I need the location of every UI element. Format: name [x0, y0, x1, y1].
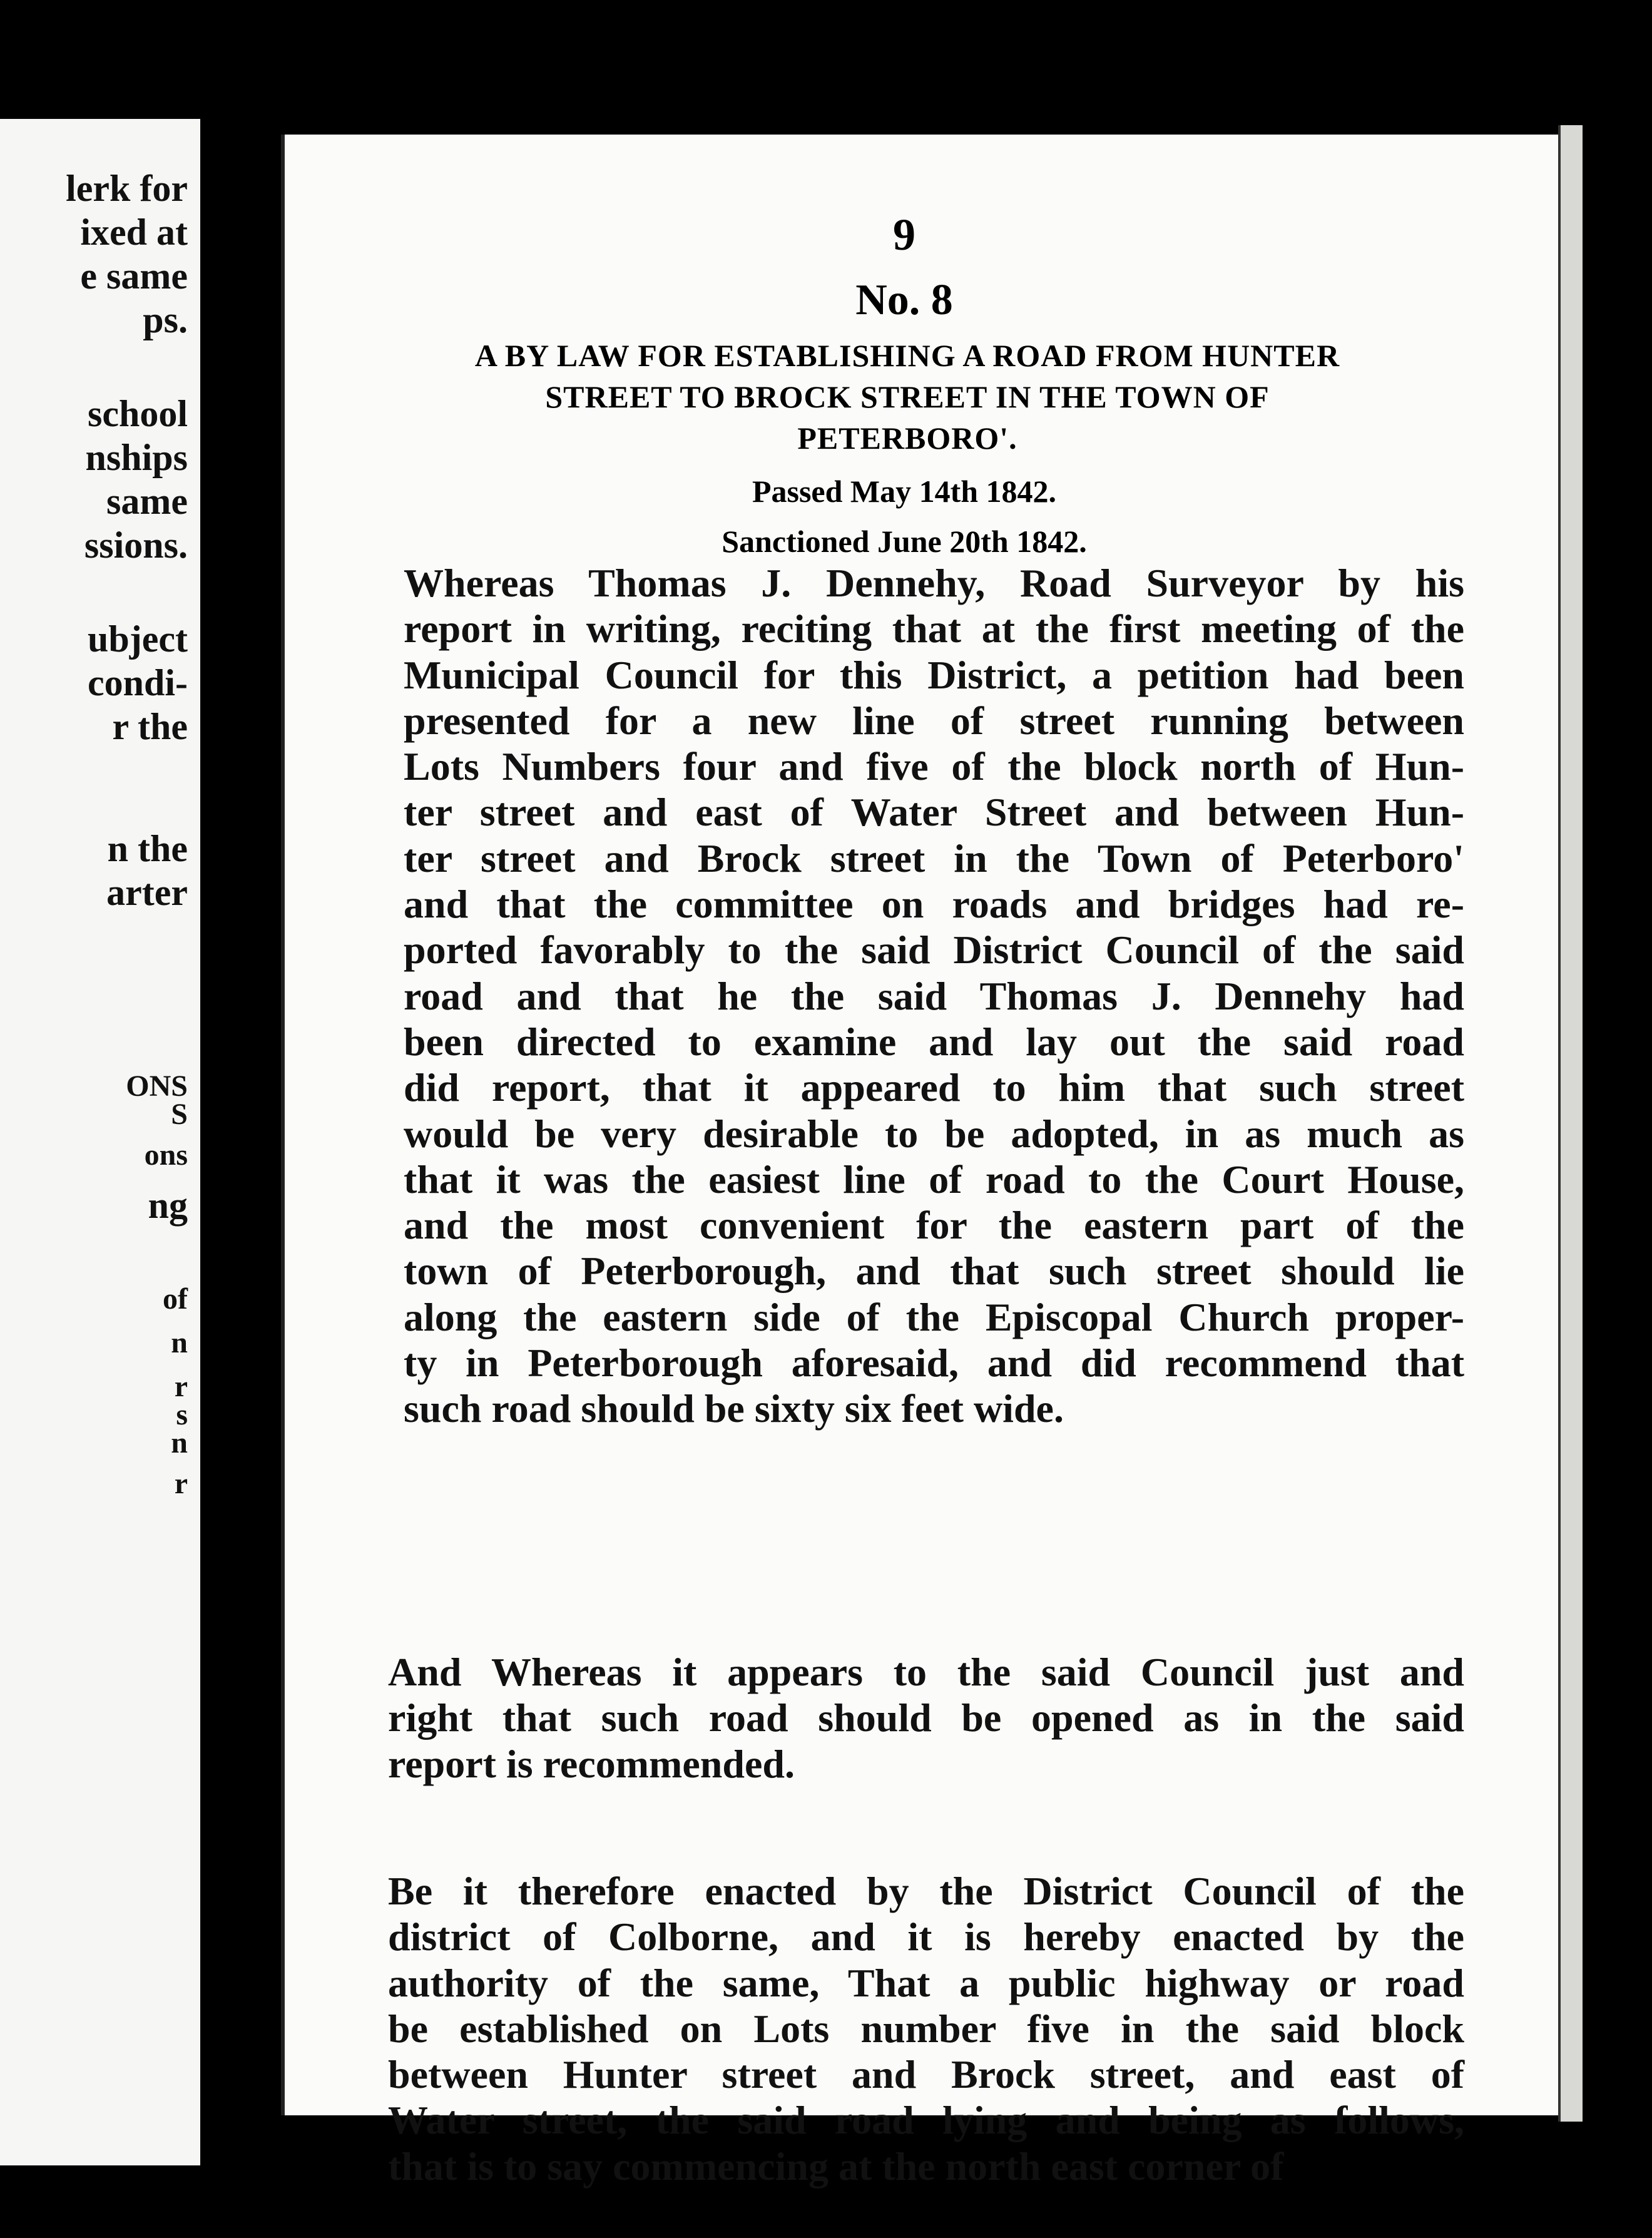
previous-page-fragment: nships	[85, 437, 188, 478]
text-line: along the eastern side of the Episcopal Church proper-	[404, 1294, 1464, 1339]
previous-page-fragment: S	[171, 1098, 188, 1131]
previous-page-fragment: ubject	[88, 618, 188, 660]
text-line: right that such road should be opened as in the said	[388, 1695, 1464, 1740]
page-edge	[1558, 125, 1583, 2122]
text-line: and that the committee on roads and bridges had re-	[404, 882, 1464, 927]
text-line: would be very desirable to be adopted, in as much as	[404, 1111, 1464, 1156]
previous-page-fragment: ssions.	[84, 524, 188, 566]
text-line: Lots Numbers four and five of the block north of Hun-	[404, 744, 1464, 789]
previous-page-fragment: same	[106, 481, 188, 522]
text-line: Whereas Thomas J. Dennehy, Road Surveyor by his	[404, 561, 1464, 605]
text-line: town of Peterborough, and that such street should lie	[404, 1249, 1464, 1294]
previous-page-fragment: r the	[112, 706, 188, 747]
previous-page-fragment: e same	[80, 255, 188, 297]
previous-page-fragment: n the	[107, 828, 188, 869]
previous-page-fragment: arter	[106, 872, 188, 913]
page-number: 9	[893, 210, 915, 260]
sanctioned-date: Sanctioned June 20th 1842.	[721, 524, 1087, 559]
bylaw-number: No. 8	[855, 276, 953, 324]
text-line: district of Colborne, and it is hereby enacted by the	[388, 1914, 1464, 1960]
whereas-paragraph	[344, 560, 1464, 1432]
previous-page-strip	[0, 119, 200, 2165]
previous-page-fragment: n	[171, 1326, 188, 1359]
text-line: road and that he the said Thomas J. Dennehy had	[404, 973, 1464, 1018]
text-line: ty in Peterborough aforesaid, and did recommend that	[404, 1341, 1464, 1386]
previous-page-fragment: ixed at	[80, 212, 188, 253]
text-line: did report, that it appeared to him that such street	[404, 1065, 1464, 1110]
previous-page-fragment: s	[176, 1398, 188, 1431]
text-line: presented for a new line of street running between	[404, 698, 1464, 743]
previous-page-fragment: ons	[144, 1138, 188, 1172]
text-line: authority of the same, That a public highway or road	[388, 1960, 1464, 2005]
text-line: that is to say commencing at the north east corner of	[388, 2143, 1284, 2189]
previous-page-fragment: r	[174, 1370, 188, 1403]
previous-page-fragment: n	[171, 1426, 188, 1459]
previous-page-fragment: r	[174, 1467, 188, 1500]
bylaw-dates	[344, 466, 1464, 566]
previous-page-fragment: ps.	[143, 299, 188, 340]
previous-page-fragment: condi-	[87, 662, 188, 703]
text-line: ter street and east of Water Street and between Hun-	[404, 790, 1464, 835]
passed-date: Passed May 14th 1842.	[752, 474, 1057, 509]
previous-page-fragment: school	[87, 393, 188, 434]
text-line: report is recommended.	[388, 1741, 795, 1786]
text-line: Water street, the said road lying and being as follows,	[388, 2098, 1464, 2143]
bylaw-title: A BY LAW FOR ESTABLISHING A ROAD FROM HUNTER STREET TO BROCK STREET IN THE TOWN OF PETERBORO'.	[474, 338, 1340, 456]
previous-page-fragment: lerk for	[66, 168, 188, 209]
previous-page-fragment: ng	[148, 1185, 188, 1226]
text-line: that it was the easiest line of road to the Court House,	[404, 1157, 1464, 1202]
text-line: been directed to examine and lay out the said road	[404, 1019, 1464, 1064]
document-page	[285, 135, 1558, 2189]
previous-page-fragment: ONS	[126, 1070, 188, 1103]
text-line: ter street and Brock street in the Town of Peterboro'	[404, 835, 1464, 881]
enactment-paragraph	[344, 1868, 1464, 2189]
text-line: Municipal Council for this District, a petition had been	[404, 652, 1464, 697]
text-line: and the most convenient for the eastern part of the	[404, 1203, 1464, 1248]
text-line: such road should be sixty six feet wide.	[404, 1386, 1064, 1431]
text-line: Be it therefore enacted by the District Council of the	[388, 1869, 1464, 1913]
previous-page-fragment: of	[163, 1282, 188, 1316]
text-line: ported favorably to the said District Council of the said	[404, 927, 1464, 973]
text-line: between Hunter street and Brock street, and east of	[388, 2052, 1464, 2097]
text-line: report in writing, reciting that at the first meeting of the	[404, 606, 1464, 651]
text-line: be established on Lots number five in the said block	[388, 2006, 1464, 2051]
and-whereas-paragraph	[344, 1649, 1464, 1787]
text-line: And Whereas it appears to the said Council just and	[388, 1650, 1464, 1694]
